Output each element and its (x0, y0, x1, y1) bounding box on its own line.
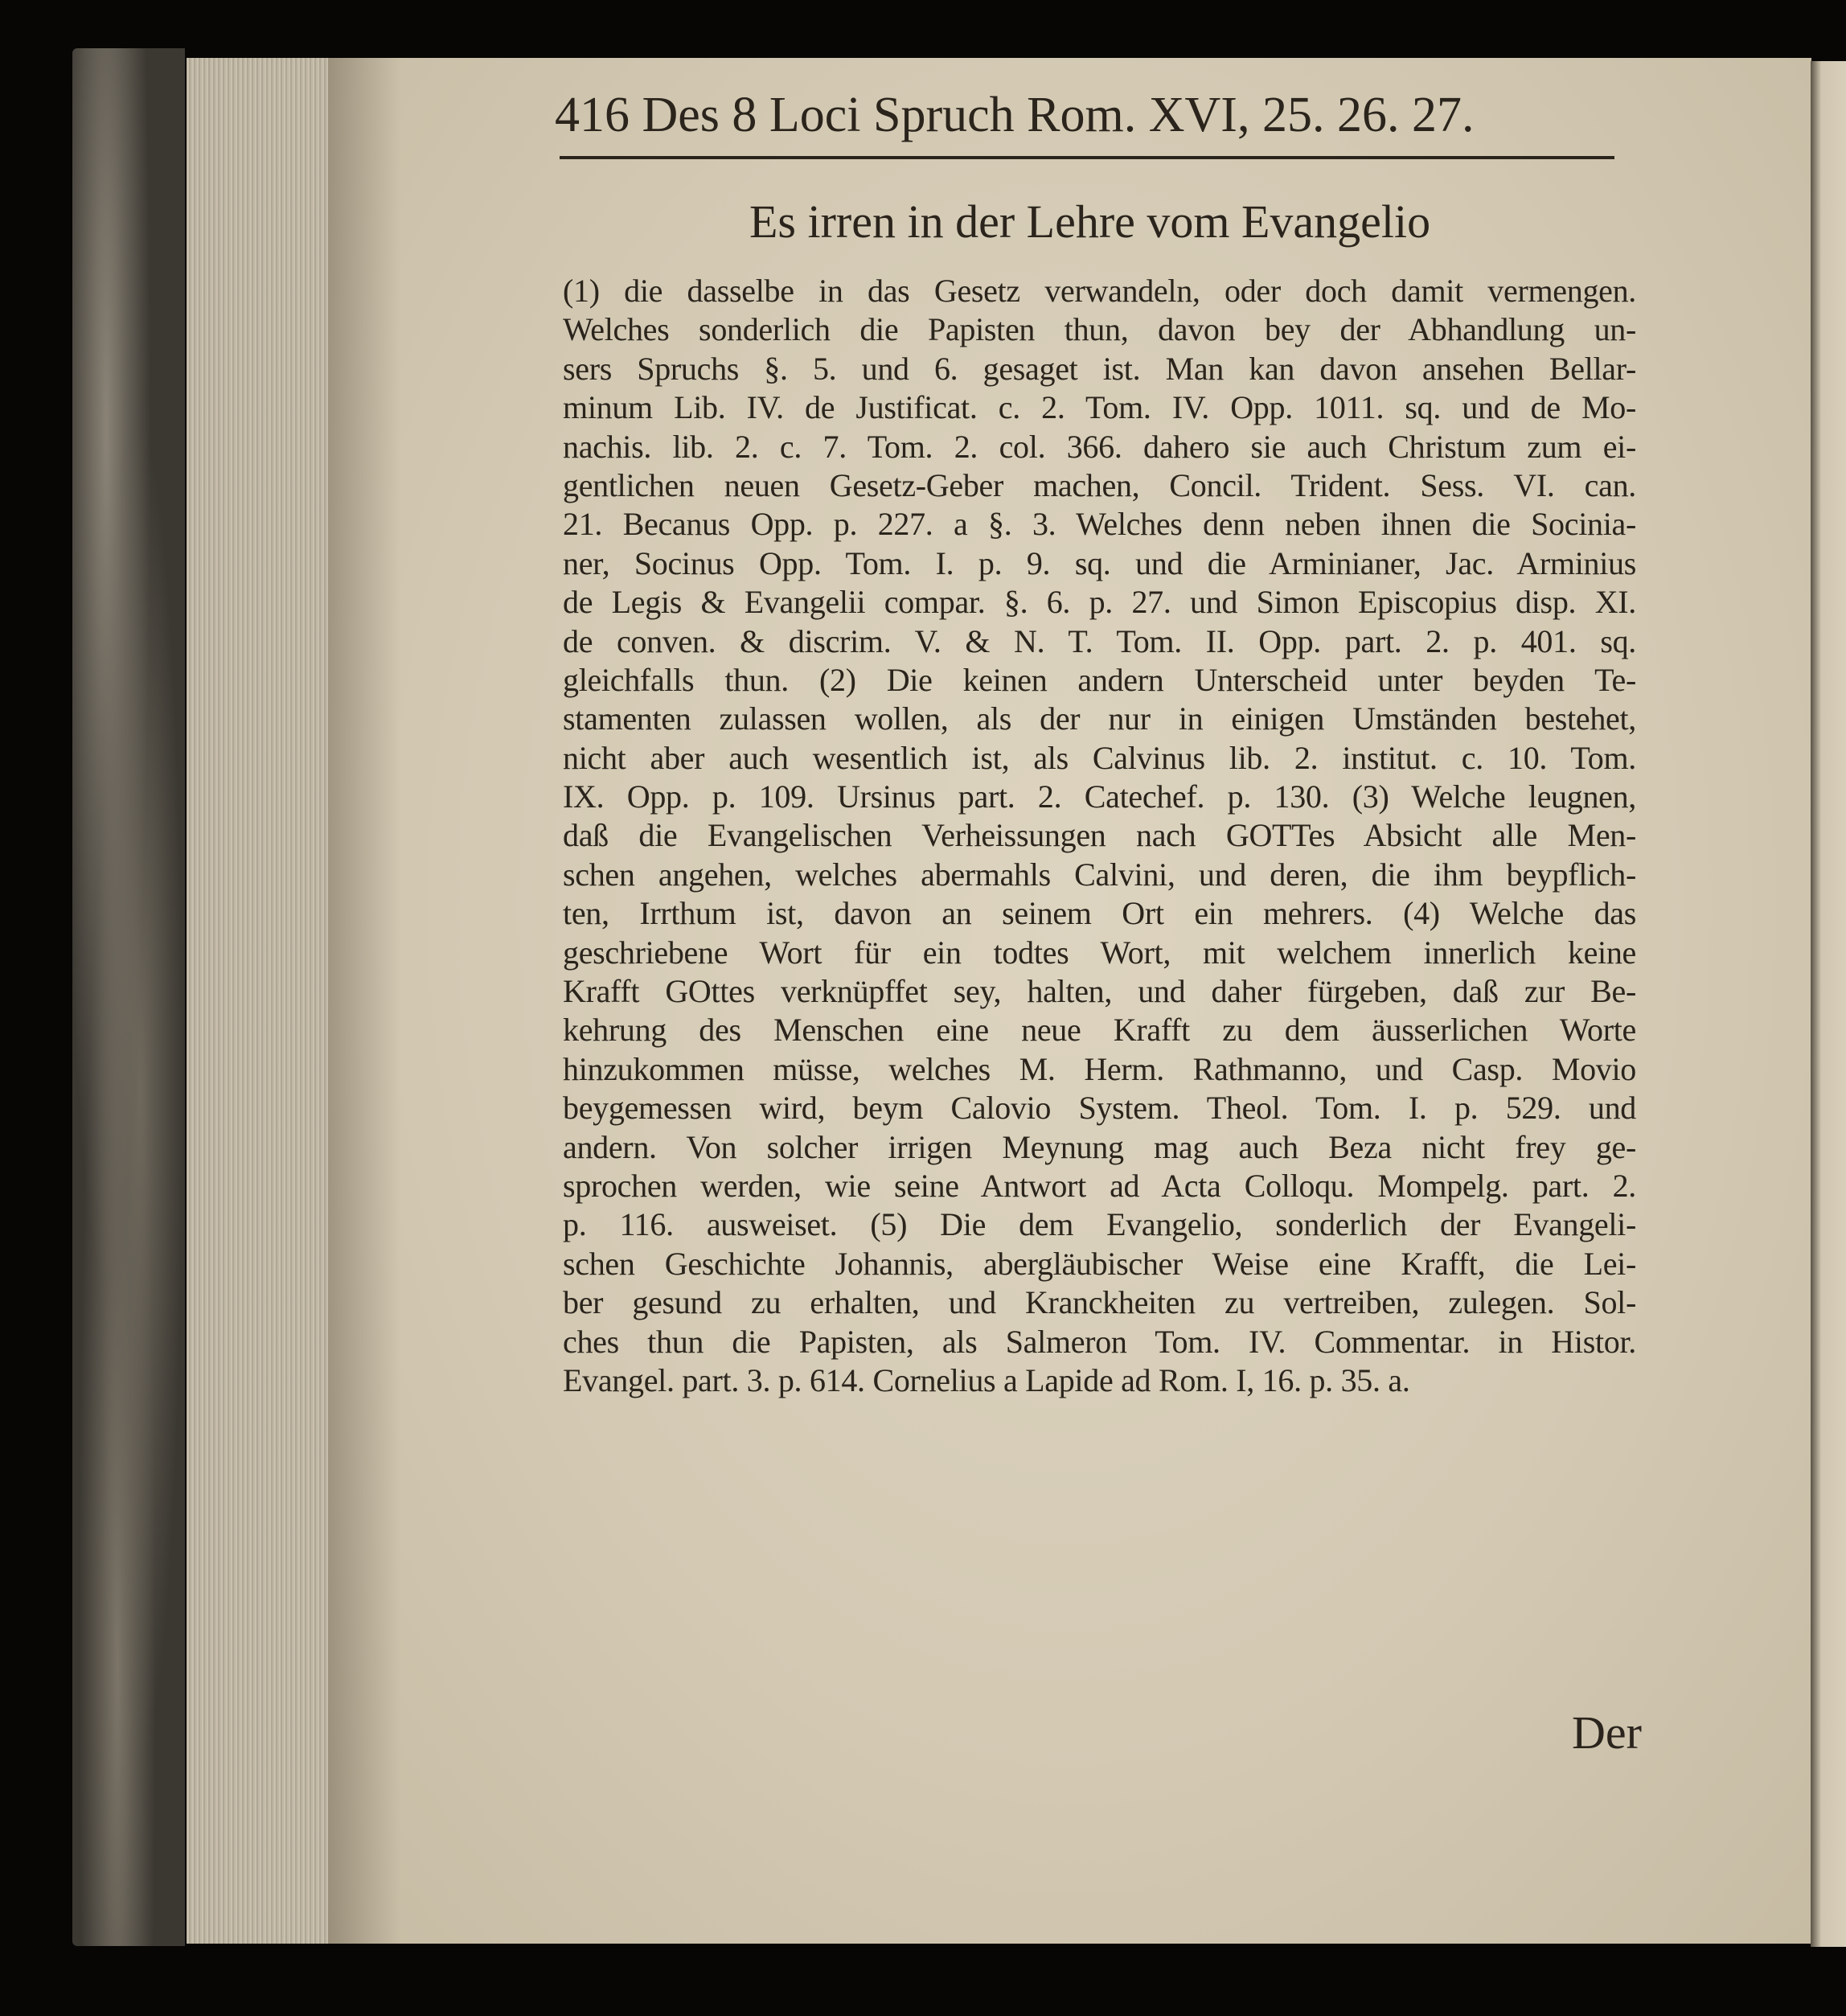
text-line: Welches sonderlich die Papisten thun, davon bey der Abhandlung un- (563, 311, 1636, 348)
text-line: 21. Becanus Opp. p. 227. a §. 3. Welches denn neben ihnen die Sociniа- (563, 506, 1636, 543)
text-line: geschriebene Wort für ein todtes Wort, mit welchem innerlich keine (563, 934, 1636, 971)
text-line: de conven. & discrim. V. & N. T. Tom. II. Opp. part. 2. p. 401. sq. (563, 622, 1636, 659)
text-line: IX. Opp. p. 109. Ursinus part. 2. Catechef. p. 130. (3) Welche leugnen, (563, 778, 1636, 815)
text-line: kehrung des Menschen eine neue Krafft zu dem äusserlichen Worte (563, 1012, 1636, 1049)
text-line: Krafft GOttes verknüpffet sey, halten, und daher fürgeben, daß zur Be- (563, 973, 1636, 1010)
section-heading: Es irren in der Lehre vom Evangelio (749, 195, 1431, 248)
text-line: Evangel. part. 3. p. 614. Cornelius a Lapide ad Rom. I, 16. p. 35. a. (563, 1361, 1410, 1398)
text-line: hinzukommen müsse, welches M. Herm. Rathmanno, und Casp. Movio (563, 1050, 1636, 1087)
text-line: gentlichen neuen Gesetz-Geber machen, Concil. Trident. Sess. VI. can. (563, 466, 1636, 503)
page-edges (187, 58, 330, 1944)
text-line: ches thun die Papisten, als Salmeron Tom. IV. Commentar. in Histor. (563, 1323, 1636, 1360)
text-line: daß die Evangelischen Verheissungen nach GOTTes Absicht alle Men- (563, 817, 1636, 854)
text-line: gleichfalls thun. (2) Die keinen andern Unterscheid unter beyden Te- (563, 661, 1636, 698)
text-line: sprochen werden, wie seine Antwort ad Acta Colloqu. Mompelg. part. 2. (563, 1167, 1636, 1204)
text-line: p. 116. ausweiset. (5) Die dem Evangelio, sonderlich der Evangeli- (563, 1206, 1636, 1243)
text-line: beygemessen wird, beym Calovio System. Theol. Tom. I. p. 529. und (563, 1090, 1636, 1127)
page-gutter-shadow (328, 58, 400, 1944)
text-line: sers Spruchs §. 5. und 6. gesaget ist. Man kan davon ansehen Bellar- (563, 350, 1636, 387)
catchword: Der (1572, 1706, 1642, 1759)
text-line: schen angehen, welches abermahls Calvini, und deren, die ihm beypflich- (563, 856, 1636, 893)
text-line: ner, Socinus Opp. Tom. I. p. 9. sq. und die Arminianer, Jac. Arminius (563, 544, 1636, 581)
text-line: schen Geschichte Johannis, abergläubischer Weise eine Krafft, die Lei- (563, 1245, 1636, 1282)
header-rule (560, 156, 1614, 159)
text-line: stamenten zulassen wollen, als der nur in einigen Umständen bestehet, (563, 700, 1636, 737)
text-line: minum Lib. IV. de Justificat. c. 2. Tom. IV. Opp. 1011. sq. und de Mo- (563, 389, 1636, 426)
book-cover-edge (72, 48, 185, 1946)
text-line: nachis. lib. 2. c. 7. Tom. 2. col. 366. dahero sie auch Christum zum ei- (563, 428, 1636, 465)
text-line: andern. Von solcher irrigen Meynung mag auch Beza nicht frey ge- (563, 1128, 1636, 1165)
text-line: ber gesund zu erhalten, und Kranckheiten zu vertreiben, zulegen. Sol- (563, 1284, 1636, 1321)
text-line: de Legis & Evangelii compar. §. 6. p. 27. und Simon Episcopius disp. XI. (563, 584, 1636, 621)
text-line: (1) die dasselbe in das Gesetz verwandeln, oder doch damit vermengen. (563, 273, 1636, 309)
body-text (563, 272, 1636, 1400)
text-line: ten, Irrthum ist, davon an seinem Ort ein mehrers. (4) Welche das (563, 895, 1636, 932)
running-head: 416 Des 8 Loci Spruch Rom. XVI, 25. 26. 27. (555, 88, 1475, 142)
text-line: nicht aber auch wesentlich ist, als Calvinus lib. 2. institut. c. 10. Tom. (563, 739, 1636, 776)
facing-page-edge (1811, 61, 1846, 1947)
